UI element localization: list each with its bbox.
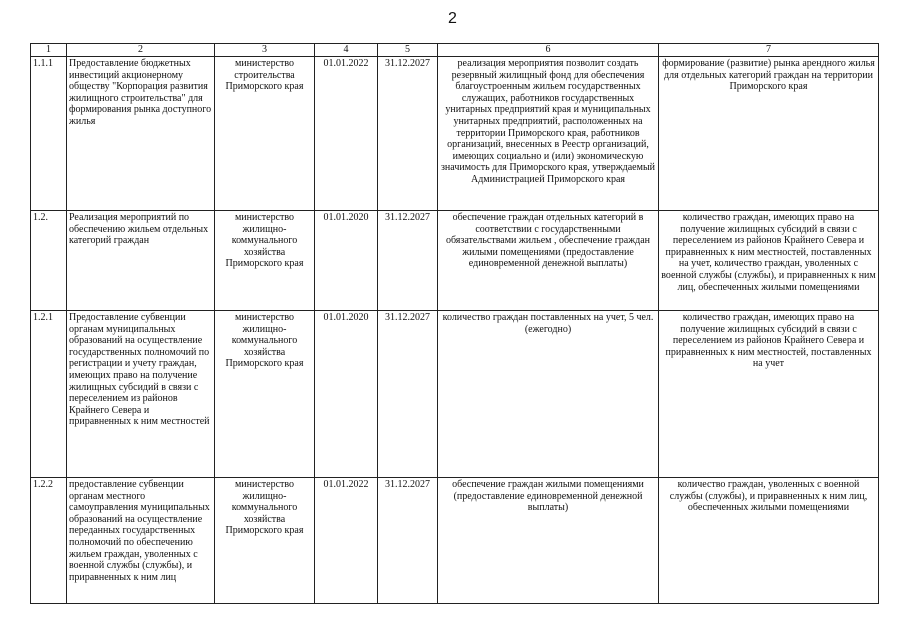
indicator: количество граждан, уволенных с военной службы (службы), и приравненных к ним лиц, обеспеченных жилыми помещениями (659, 478, 879, 604)
program-table (30, 43, 879, 604)
header-cell-3: 3 (215, 44, 315, 57)
table-row (31, 211, 879, 311)
table-row (31, 311, 879, 478)
indicator: формирование (развитие) рынка арендного жилья для отдельных категорий граждан на территории Приморского края (659, 57, 879, 211)
header-row (31, 44, 879, 57)
end-date: 31.12.2027 (378, 57, 438, 211)
end-date: 31.12.2027 (378, 211, 438, 311)
header-cell-4: 4 (315, 44, 378, 57)
activity-name: предоставление субвенции органам местного самоуправления муниципальных образований на осуществление переданных государственных полномочий по обеспечению жильем граждан, уволенных с военной службы (службы), и приравненных к ним лиц (67, 478, 215, 604)
activity-name: Предоставление бюджетных инвестиций акционерному обществу "Корпорация развития жилищного строительства" для формирования рынка доступного жилья (67, 57, 215, 211)
executor: министерство строительства Приморского края (215, 57, 315, 211)
activity-name: Предоставление субвенции органам муниципальных образований на осуществление государственных полномочий по регистрации и учету граждан, имеющих право на получение жилищных субсидий в связи с переселением из районов Крайнего Севера и приравненных к ним местностей (67, 311, 215, 478)
header-cell-6: 6 (438, 44, 659, 57)
header-cell-2: 2 (67, 44, 215, 57)
page-number: 2 (448, 10, 457, 27)
table-row (31, 57, 879, 211)
indicator: количество граждан, имеющих право на получение жилищных субсидий в связи с переселением из районов Крайнего Севера и приравненных к ним местностей, поставленных на учет, количество граждан, уволенных с военной службы (службы), и приравненных к ним лиц, обеспеченных жилыми помещениями (659, 211, 879, 311)
start-date: 01.01.2022 (315, 478, 378, 604)
expected-result: количество граждан поставленных на учет, 5 чел. (ежегодно) (438, 311, 659, 478)
start-date: 01.01.2020 (315, 311, 378, 478)
start-date: 01.01.2020 (315, 211, 378, 311)
start-date: 01.01.2022 (315, 57, 378, 211)
executor: министерство жилищно-коммунального хозяйства Приморского края (215, 211, 315, 311)
row-number: 1.1.1 (31, 57, 67, 211)
header-cell-5: 5 (378, 44, 438, 57)
executor: министерство жилищно-коммунального хозяйства Приморского края (215, 478, 315, 604)
end-date: 31.12.2027 (378, 311, 438, 478)
indicator: количество граждан, имеющих право на получение жилищных субсидий в связи с переселением из районов Крайнего Севера и приравненных к ним местностей, поставленных на учет (659, 311, 879, 478)
row-number: 1.2.2 (31, 478, 67, 604)
table-row (31, 478, 879, 604)
executor: министерство жилищно-коммунального хозяйства Приморского края (215, 311, 315, 478)
row-number: 1.2. (31, 211, 67, 311)
header-cell-1: 1 (31, 44, 67, 57)
expected-result: обеспечение граждан отдельных категорий в соответствии с государственными обязательствами жильем , обеспечение граждан жилыми помещениями (предоставление единовременной денежной выплаты) (438, 211, 659, 311)
header-cell-7: 7 (659, 44, 879, 57)
end-date: 31.12.2027 (378, 478, 438, 604)
expected-result: обеспечение граждан жилыми помещениями (предоставление единовременной денежной выплаты) (438, 478, 659, 604)
activity-name: Реализация мероприятий по обеспечению жильем отдельных категорий граждан (67, 211, 215, 311)
row-number: 1.2.1 (31, 311, 67, 478)
expected-result: реализация мероприятия позволит создать резервный жилищный фонд для обеспечения благоустроенным жильем государственных служащих, работников государственных унитарных предприятий края и муниципальных унитарных предприятий, расположенных на территории Приморского края, работников организаций, внесенных в Реестр организаций, имеющих социально и (или) экономическую значимость для Приморского края, утверждаемый Администрацией Приморского края (438, 57, 659, 211)
